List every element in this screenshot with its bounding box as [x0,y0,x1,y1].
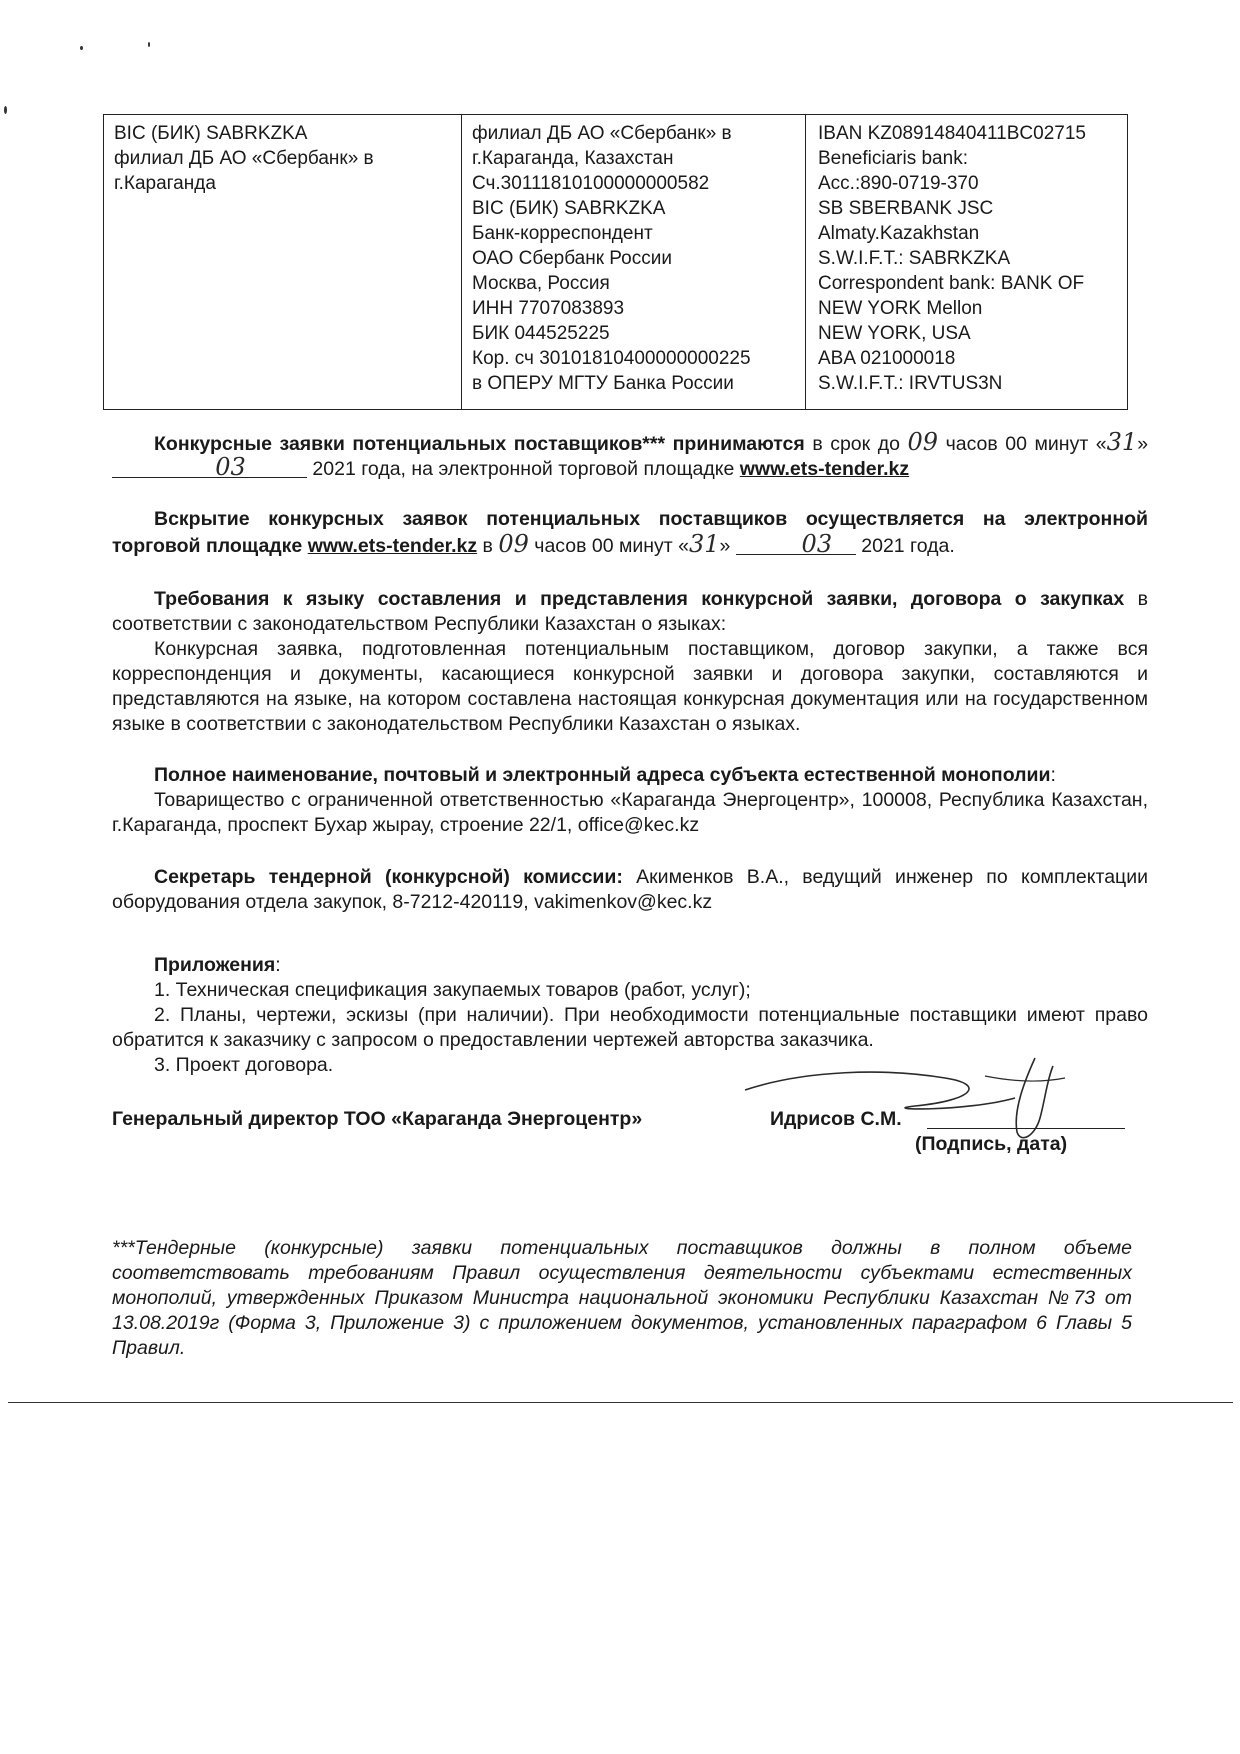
language-lead: Требования к языку составления и представления конкурсной заявки, договора о закупках [154,588,1125,610]
opening-lead: Вскрытие конкурсных заявок потенциальных поставщиков осуществляется на электронной торговой площадке [112,508,1148,557]
secretary-lead: Секретарь тендерной (конкурсной) комиссии: [154,866,623,888]
page-bottom-rule [8,1402,1233,1403]
submission-text-2: часов 00 минут « [945,433,1107,455]
submission-day: 31 [1106,428,1138,456]
bank-line: Correspondent bank: BANK OF [818,273,1085,294]
submission-lead: Конкурсные заявки потенциальных поставщиков*** [154,433,666,455]
language-body: Конкурсная заявка, подготовленная потенциальным поставщиком, договор закупки, а также вся корреспонденция и документы, касающиеся конкурсной заявки и договора закупки, составляются и представляются на языке, на котором составлена настоящая конкурсная документация или на государственном языке в соответствии с законодательством Республики Казахстан о языках. [112,638,1148,735]
bank-line: филиал ДБ АО «Сбербанк» в [472,123,732,144]
submission-site-link[interactable]: www.ets-tender.kz [739,458,910,480]
opening-paragraph [112,507,1148,559]
monopoly-section [112,763,1148,838]
bank-line: ОАО Сбербанк России [472,248,672,269]
list-item: 2. Планы, чертежи, эскизы (при наличии). При необходимости потенциальные поставщики имеют право обратится к заказчику с запросом о предоставлении чертежей авторства заказчика. [112,1004,1148,1051]
appendices-colon: : [275,954,281,976]
bank-line: ИНН 7707083893 [472,298,625,319]
bank-line: Сч.30111810100000000582 [472,173,710,194]
bank-line: Beneficiaris bank: [818,148,968,169]
bank-line: Москва, Россия [472,273,610,294]
bank-line: NEW YORK Mellon [818,298,983,319]
submission-accept: принимаются [672,433,805,455]
opening-day: 31 [689,530,720,558]
language-section [112,587,1148,737]
bank-line: NEW YORK, USA [818,323,971,344]
signature-caption: (Подпись, дата) [915,1133,1068,1155]
scan-speck [4,106,7,114]
bank-line: SB SBERBANK JSC [818,198,994,219]
monopoly-colon: : [1050,764,1056,786]
opening-text-3: » [719,535,731,557]
opening-hour: 09 [498,530,529,558]
bank-line: IBAN KZ08914840411BC02715 [818,123,1086,144]
signature-line [927,1128,1125,1129]
monopoly-body: Товарищество с ограниченной ответственностью «Караганда Энергоцентр», 100008, Республика Казахстан, г.Караганда, проспект Бухар жырау, строение 22/1, office@kec.kz [112,789,1148,836]
bank-col-rub [461,115,805,409]
footnote: ***Тендерные (конкурсные) заявки потенциальных поставщиков должны в полном объеме соответствовать требованиям Правил осуществления деятельности субъектами естественных монополий, утвержденных Приказом Министра национальной экономики Республики Казахстан №73 от 13.08.2019г (Форма 3, Приложение 3) с приложением документов, установленных параграфом 6 Главы 5 Правил. [112,1237,1132,1359]
bank-line: г.Караганда [114,173,216,194]
appendices-title: Приложения [154,954,276,976]
submission-text-3: » [1137,433,1149,455]
scan-speck [80,46,83,50]
list-item: 1. Техническая спецификация закупаемых товаров (работ, услуг); [154,979,751,1001]
director-line [112,1108,1122,1131]
bank-col-usd [805,115,1127,409]
list-item: 3. Проект договора. [154,1054,334,1076]
bank-line: Acc.:890-0719-370 [818,173,979,194]
bank-line: г.Караганда, Казахстан [472,148,674,169]
opening-text-2: часов 00 минут « [534,535,689,557]
secretary-body: Акименков В.А., ведущий инженер по комплектации оборудования отдела закупок, 8-7212-420119, vakimenkov@kec.kz [112,866,1149,913]
opening-month: 03 [736,534,856,555]
submission-text-4: 2021 года, на электронной торговой площадке [312,458,735,480]
bank-line: S.W.I.F.T.: IRVTUS3N [818,373,1003,394]
bank-line: ABA 021000018 [818,348,956,369]
language-tail: в соответствии с законодательством Республики Казахстан о языках: [112,588,1148,635]
submission-paragraph [112,430,1148,482]
submission-month: 03 [112,457,307,478]
bank-line: филиал ДБ АО «Сбербанк» в [114,148,374,169]
bank-line: BIC (БИК) SABRKZKA [472,198,666,219]
bank-line: Almaty.Kazakhstan [818,223,980,244]
director-title: Генеральный директор ТОО «Караганда Энергоцентр» [112,1108,643,1130]
bank-col-recipient [104,115,461,409]
scan-speck [148,42,150,47]
monopoly-lead: Полное наименование, почтовый и электронный адреса субъекта естественной монополии [154,764,1051,786]
bank-line: в ОПЕРУ МГТУ Банка России [472,373,734,394]
director-name: Идрисов С.М. [770,1108,902,1130]
bank-line: Кор. сч 30101810400000000225 [472,348,751,369]
bank-line: БИК 044525225 [472,323,610,344]
opening-text-4: 2021 года. [861,535,955,557]
bank-line: S.W.I.F.T.: SABRKZKA [818,248,1011,269]
bank-line: Банк-корреспондент [472,223,653,244]
submission-hour: 09 [907,428,939,456]
opening-site-link[interactable]: www.ets-tender.kz [307,535,478,557]
bank-line: BIC (БИК) SABRKZKA [114,123,308,144]
opening-text-1: в [482,535,493,557]
secretary-paragraph [112,865,1148,915]
bank-details-table [103,114,1128,410]
submission-text-1: в срок до [812,433,900,455]
